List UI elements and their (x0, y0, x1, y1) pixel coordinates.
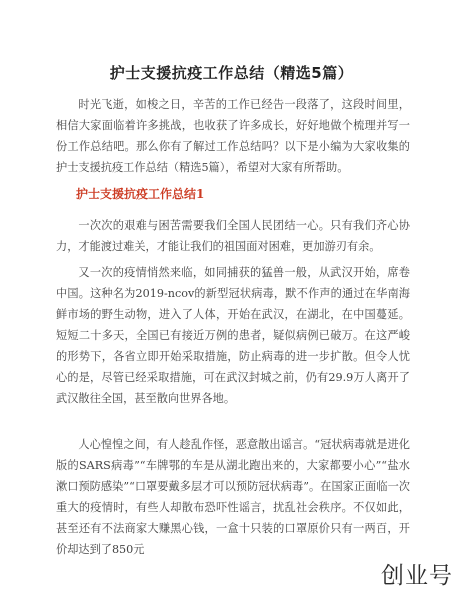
intro-paragraph: 时光飞逝，如梭之日，辛苦的工作已经告一段落了，这段时间里，相信大家面临着许多挑战，也收获了许多成长，好好地做个梳理并写一份工作总结吧。那么你有了解过工作总结吗？以下是小编为大家收集的护士支援抗疫工作总结（精选5篇），希望对大家有所帮助。 (56, 98, 410, 174)
body-paragraph-3: 人心惶惶之间，有人趁乱作怪，恶意散出谣言。“冠状病毒就是进化版的SARS病毒”“车牌鄂的车是从湖北跑出来的，大家都要小心”“盐水漱口预防感染”“口罩要戴多层才可以预防冠状病毒”。在国家正面临一次重大的疫情时，有些人却散布恐吓性谣言，扰乱社会秩序。不仅如此，甚至还有不法商家大赚黑心钱，一盒十只装的口罩原价只有一两百，开价却达到了850元 (56, 438, 410, 556)
section-heading: 护士支援抗疫工作总结1 (76, 187, 205, 201)
body-paragraph-1: 一次次的艰难与困苦需要我们全国人民团结一心。只有我们齐心协力，才能渡过难关，才能让我们的祖国面对困难，更加游刃有余。 (56, 219, 410, 253)
watermark-logo: 创业号 (381, 563, 453, 589)
document-title: 护士支援抗疫工作总结（精选5篇） (109, 64, 354, 82)
body-paragraph-2: 又一次的疫情悄然来临，如同捕获的猛兽一般，从武汉开始，席卷中国。这种名为2019-ncov的新型冠状病毒，默不作声的通过在华南海鲜市场的野生动物，进入了人体，开始在武汉，在湖北，在中国蔓延。短短二十多天，全国已有接近万例的患者，疑似病例已破万。在这严峻的形势下，各省立即开始采取措施，防止病毒的进一步扩散。但令人忧心的是，尽管已经采取措施，可在武汉封城之前，仍有29.9万人离开了武汉散往全国，甚至散向世界各地。 (56, 266, 410, 405)
